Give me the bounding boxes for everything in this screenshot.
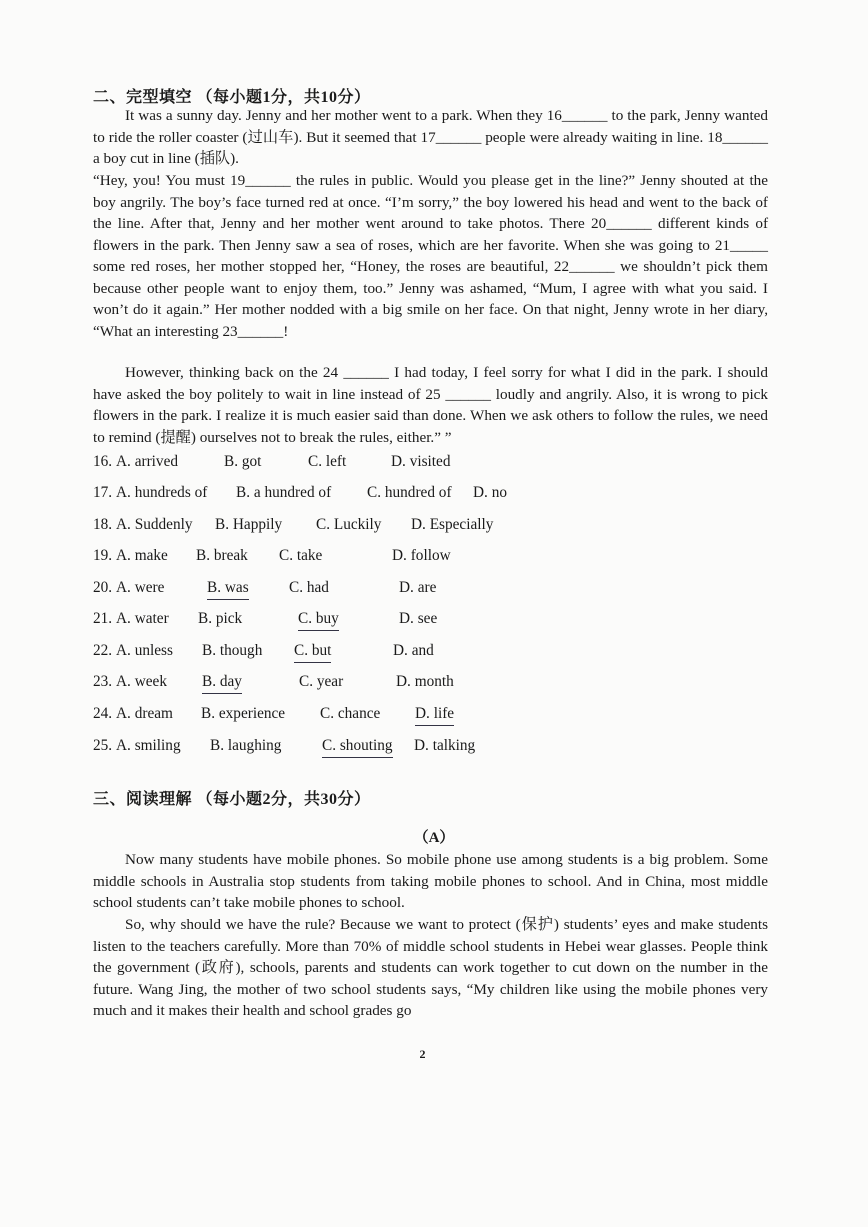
option-c: C. take [279, 547, 323, 564]
option-b: B. got [224, 453, 262, 470]
option-a: A. dream [116, 705, 173, 722]
option-c: C. hundred of [367, 484, 452, 501]
option-a: A. unless [116, 642, 173, 659]
exam-page: 二、完型填空 （每小题1分，共10分） It was a sunny day. Jenny and her mother went to a park. When they 16______ to the park, Jenny wanted to ride the roller coaster (过山车). But it seemed that 17______ people were already waiting in line. 18______ a boy cut in line (插队). “Hey, you! You must 19______ the rules in public. Would you please get in the line?” Jenny shouted at the boy angrily. The boy’s face turned red at once. “I’m sorry,” the boy lowered his head and went to the back of the line. After that, Jenny and her mother went around to take photos. There 20______ different kinds of flowers in the park. Then Jenny saw a sea of roses, which are her favorite. When she was going to 21_____ some red roses, her mother stopped her, “Honey, the roses are beautiful, 22______ we shouldn’t pick them because other people want to enjoy them, too.” Jenny was ashamed, “Mum, I agree with what you said. I won’t do it again.” Her mother nodded with a big smile on her face. On that night, Jenny wrote in her diary, “What an interesting 23______! However, thinking back on the 24 ______ I had today, I feel sorry for what I did in the park. I should have asked the boy politely to wait in line instead of 25 ______ loudly and angrily. Also, it is wrong to pick flowers in the park. I realize it is much easier said than done. When we ask others to follow the rules, we need to remind (提醒) ourselves not to break the rules, either.” ” 16. A. arrived B. got C. left D. visited 17. A. hundreds of B. a hundred of C. hundred of D. no 18. A. Suddenly B. Happily C. Luckily D. Especially 19. A. make B. break C. take D. follow 20. A. were B. was C. had D. are 21. A. water B. pick C. buy D. see 22. A. unless B. though C. but D. and 23. A. week B. day C. year D. month 24. A. dream B. experience C. chance D. life 25. A. smiling B. laughing C. shouting D. talking 三、阅读理解 （每小题2分，共30分） （A） Now many students have mobile phones. So mobile phone use among students is a big problem. Some middle schools in Australia stop students from taking mobile phones to school. And in China, most middle school students can’t take mobile phones to school. So, why should we have the rule? Because we want to protect (保护) students’ eyes and make students listen to the teachers carefully. More than 70% of middle school students in Hebei wear glasses. People think the government (政府), schools, parents and students can work together to cut down on the number in the future. Wang Jing, the mother of two school students says, “My children like using the mobile phones very much and it makes their health and school grades go 2 [0, 0, 868, 1227]
reading-paragraph-1: Now many students have mobile phones. So mobile phone use among students is a big problem. Some middle schools in Australia stop students from taking mobile phones to school. And in China, most middle school students can’t take mobile phones to school. [93, 851, 768, 911]
cloze-section-heading: 二、完型填空 （每小题1分，共10分） [93, 89, 371, 106]
option-d: D. are [399, 579, 437, 596]
option-a: A. Suddenly [116, 516, 193, 533]
option-b: B. break [196, 547, 248, 564]
cloze-paragraph-3: However, thinking back on the 24 ______ I had today, I feel sorry for what I did in the park. I should have asked the boy politely to wait in line instead of 25 ______ loudly and angrily. Also, it is wrong to pick flowers in the park. I realize it is much easier said than done. When we ask others to follow the rules, we need to remind (提醒) ourselves not to break the rules, either.” ” [93, 364, 768, 446]
reading-paragraph-2: So, why should we have the rule? Because we want to protect (保护) students’ eyes and make students listen to the teachers carefully. More than 70% of middle school students in Hebei wear glasses. People think the government (政府), schools, parents and students can work together to cut down on the number in the future. Wang Jing, the mother of two school students says, “My children like using the mobile phones very much and it makes their health and school grades go [93, 916, 768, 1019]
option-a: A. water [116, 610, 169, 627]
option-a: A. arrived [116, 453, 179, 470]
option-b: B. Happily [215, 516, 283, 533]
option-d: D. visited [391, 453, 451, 470]
option-c: C. chance [320, 705, 381, 722]
option-c: C. but [294, 640, 331, 663]
option-d: D. see [399, 610, 438, 627]
option-c: C. buy [298, 608, 339, 631]
cloze-paragraph-1: It was a sunny day. Jenny and her mother went to a park. When they 16______ to the park, Jenny wanted to ride the roller coaster (过山车). But it seemed that 17______ people were already waiting in line. 18______ a boy cut in line (插队). [93, 107, 768, 167]
option-c: C. Luckily [316, 516, 382, 533]
option-b: B. was [207, 577, 249, 600]
option-d: D. month [396, 673, 454, 690]
option-a: A. smiling [116, 737, 181, 754]
option-c: C. left [308, 453, 347, 470]
option-d: D. talking [414, 737, 476, 754]
option-a: A. make [116, 547, 168, 564]
page-number: 2 [419, 1047, 426, 1061]
option-b: B. a hundred of [236, 484, 332, 501]
option-d: D. no [473, 484, 507, 501]
passage-a-label: （A） [413, 830, 455, 846]
option-a: A. week [116, 673, 167, 690]
reading-section-heading: 三、阅读理解 （每小题2分，共30分） [93, 791, 371, 808]
option-c: C. shouting [322, 735, 393, 758]
option-d: D. follow [392, 547, 451, 564]
option-b: B. laughing [210, 737, 282, 754]
option-b: B. day [202, 671, 242, 694]
option-d: D. and [393, 642, 434, 659]
cloze-paragraph-2: “Hey, you! You must 19______ the rules in public. Would you please get in the line?” Jenny shouted at the boy angrily. The boy’s face turned red at once. “I’m sorry,” the boy lowered his head and went to the back of the line. After that, Jenny and her mother went around to take photos. There 20______ different kinds of flowers in the park. Then Jenny saw a sea of roses, which are her favorite. When she was going to 21_____ some red roses, her mother stopped her, “Honey, the roses are beautiful, 22______ we shouldn’t pick them because other people want to enjoy them, too.” Jenny was ashamed, “Mum, I agree with what you said. I won’t do it again.” Her mother nodded with a big smile on her face. On that night, Jenny wrote in her diary, “What an interesting 23______! [93, 172, 768, 340]
option-a: A. were [116, 579, 165, 596]
option-b: B. pick [198, 610, 243, 627]
option-b: B. though [202, 642, 263, 659]
option-b: B. experience [201, 705, 286, 722]
option-c: C. year [299, 673, 344, 690]
option-a: A. hundreds of [116, 484, 208, 501]
option-c: C. had [289, 579, 329, 596]
option-d: D. life [415, 703, 454, 726]
option-d: D. Especially [411, 516, 494, 533]
